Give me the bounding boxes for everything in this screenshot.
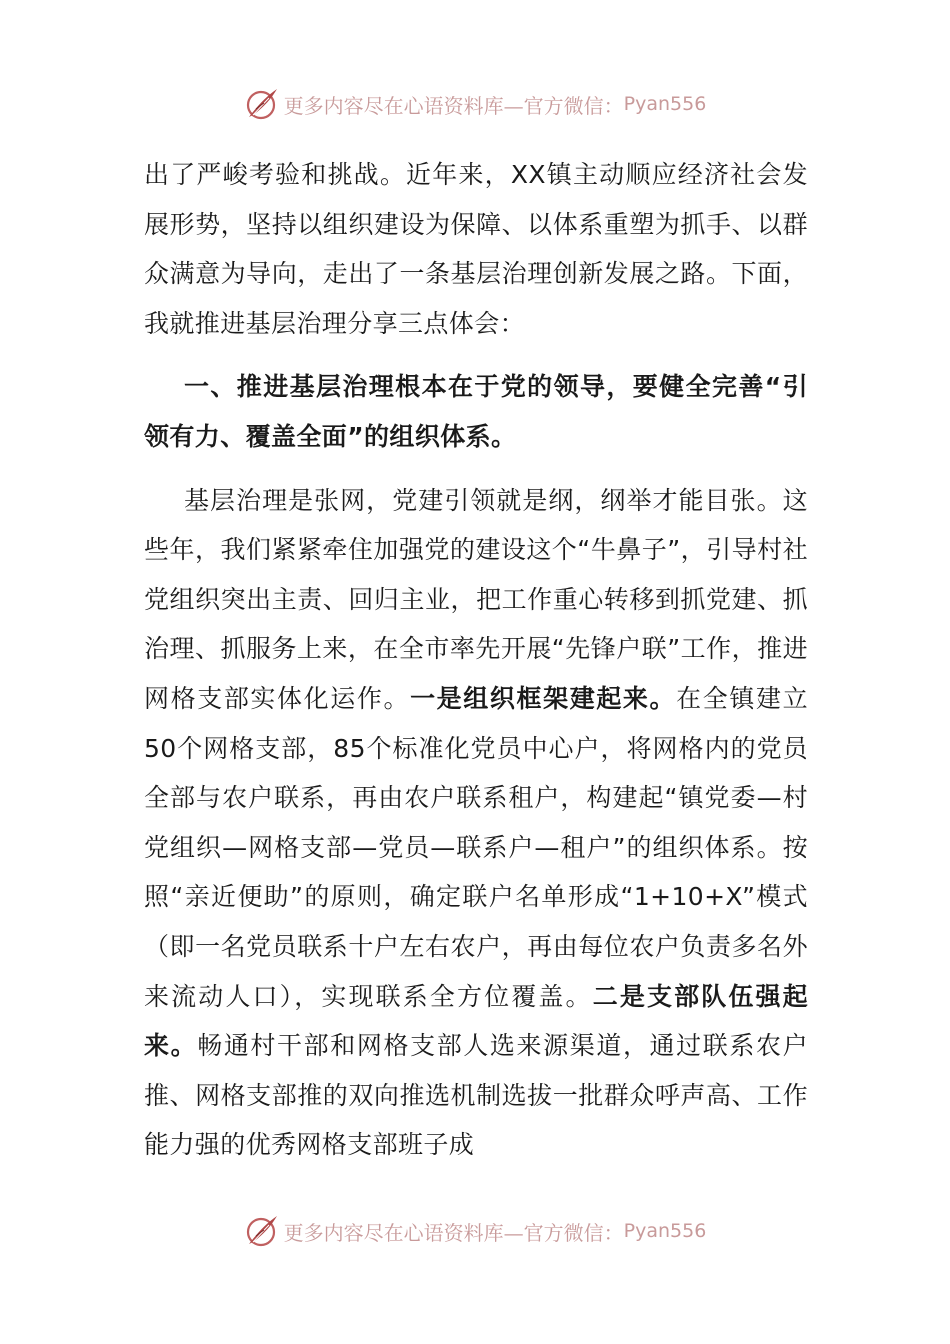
watermark-id: Pyan556 bbox=[623, 93, 707, 115]
body-bold-1: 一是组织框架建起来。 bbox=[410, 683, 677, 713]
document-body bbox=[144, 150, 808, 1170]
watermark-id: Pyan556 bbox=[623, 1220, 707, 1242]
body-text-1: 基层治理是张网，党建引领就是纲，纲举才能目张。这些年，我们紧紧牵住加强党的建设这个“牛鼻子”，引导村社党组织突出主责、回归主业，把工作重心转移到抓党建、抓治理、抓服务上来，在全市率先开展“先锋户联”工作，推进网格支部实体化运作。 bbox=[144, 485, 808, 713]
watermark-header bbox=[0, 84, 950, 124]
intro-paragraph: 出了严峻考验和挑战。近年来，XX镇主动顺应经济社会发展形势，坚持以组织建设为保障、以体系重塑为抓手、以群众满意为导向，走出了一条基层治理创新发展之路。下面，我就推进基层治理分享三点体会： bbox=[144, 160, 808, 338]
watermark-text: 更多内容尽在心语资料库—官方微信： bbox=[283, 93, 624, 118]
body-bold-2: 二是支部队伍强起来。 bbox=[144, 981, 808, 1061]
body-text-3: 畅通村干部和网格支部人选来源渠道，通过联系农户推、网格支部推的双向推选机制选拔一批群众呼声高、工作能力强的优秀网格支部班子成 bbox=[144, 1031, 808, 1160]
body-paragraph bbox=[144, 476, 808, 1170]
watermark-text: 更多内容尽在心语资料库—官方微信： bbox=[283, 1220, 624, 1245]
section-heading: 一、推进基层治理根本在于党的领导，要健全完善“引领有力、覆盖全面”的组织体系。 bbox=[144, 372, 808, 451]
feather-pen-logo-icon bbox=[244, 1213, 280, 1249]
watermark-footer bbox=[0, 1211, 950, 1251]
body-text-2: 在全镇建立50个网格支部，85个标准化党员中心户，将网格内的党员全部与农户联系，再由农户联系租户，构建起“镇党委—村党组织—网格支部—党员—联系户—租户”的组织体系。按照“亲近便助”的原则，确定联户名单形成“1+10+X”模式（即一名党员联系十户左右农户，再由每位农户负责多名外来流动人口），实现联系全方位覆盖。 bbox=[144, 683, 808, 1011]
feather-pen-logo-icon bbox=[244, 86, 280, 122]
